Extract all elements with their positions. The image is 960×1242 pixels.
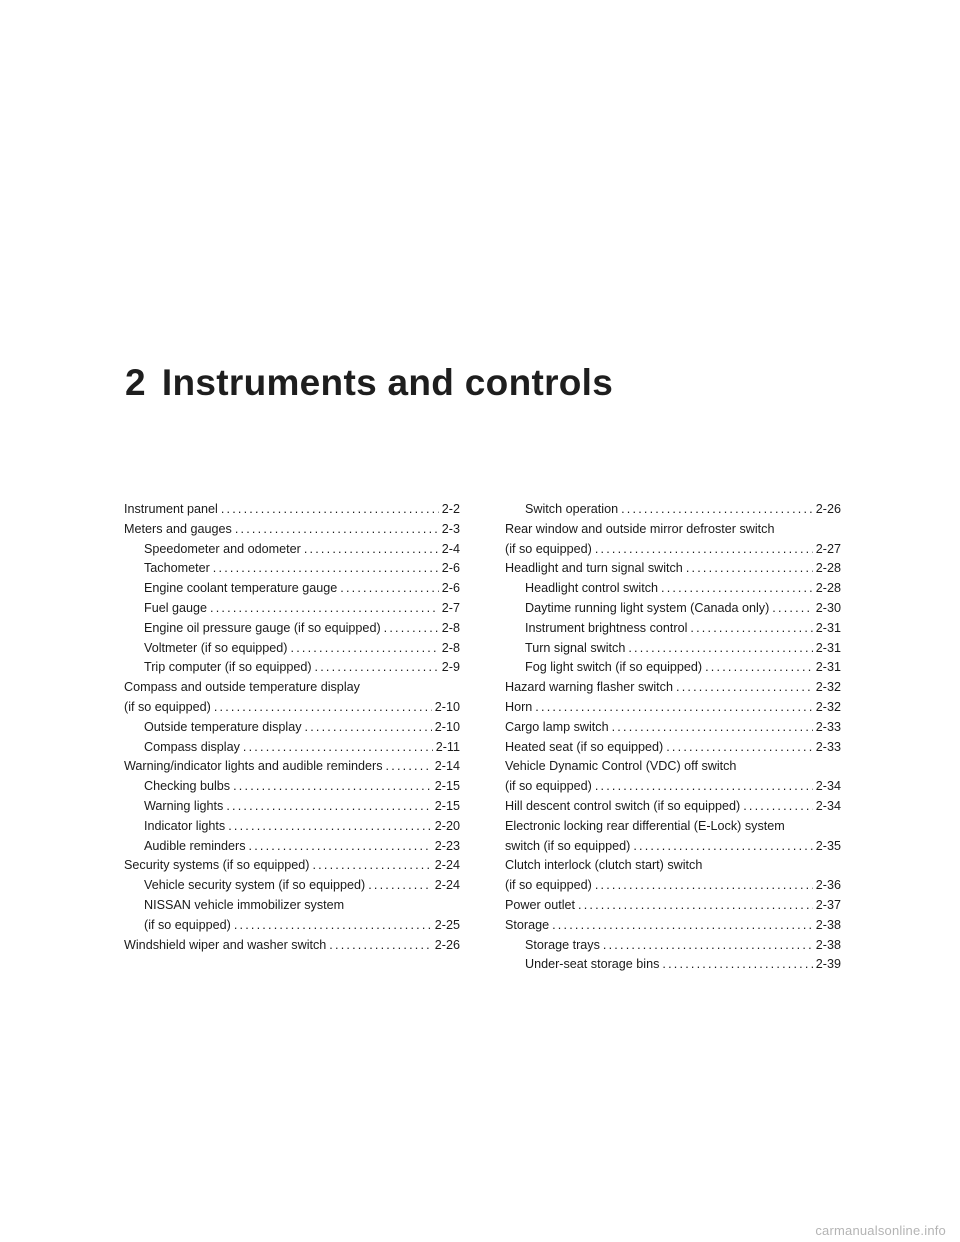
toc-entry-title: Hill descent control switch (if so equipped) — [505, 798, 741, 813]
dot-leader — [233, 777, 432, 797]
dot-leader — [666, 738, 813, 758]
toc-entry[interactable] — [505, 718, 841, 738]
chapter-title — [125, 362, 613, 404]
toc-entry-title: Horn — [505, 699, 533, 714]
toc-entry-page: 2-34 — [815, 779, 841, 794]
toc-entry-title: Storage trays — [525, 937, 600, 952]
toc-entry[interactable] — [124, 540, 460, 560]
dot-leader — [368, 876, 432, 896]
dot-leader — [705, 658, 813, 678]
toc-entry-title: Instrument brightness control — [525, 620, 688, 635]
toc-entry[interactable] — [124, 579, 460, 599]
toc-entry[interactable] — [124, 658, 460, 678]
toc-entry-page: 2-32 — [815, 680, 841, 695]
dot-leader — [315, 658, 439, 678]
toc-entry-title: Tachometer — [144, 561, 210, 576]
dot-leader — [226, 797, 431, 817]
toc-entry-page: 2-39 — [815, 957, 841, 972]
toc-entry-title: Daytime running light system (Canada only) — [525, 600, 770, 615]
toc-entry-title: (if so equipped) — [505, 779, 592, 794]
toc-entry-title-line: Clutch interlock (clutch start) switch — [505, 858, 703, 873]
toc-entry-page: 2-37 — [815, 897, 841, 912]
dot-leader — [535, 698, 812, 718]
toc-entry[interactable] — [505, 520, 841, 560]
toc-entry[interactable] — [124, 599, 460, 619]
toc-entry[interactable] — [505, 797, 841, 817]
toc-entry-page: 2-31 — [815, 660, 841, 675]
toc-entry[interactable] — [505, 678, 841, 698]
dot-leader — [662, 955, 812, 975]
toc-entry[interactable] — [505, 738, 841, 758]
toc-entry-title: Switch operation — [525, 502, 619, 516]
toc-entry[interactable] — [124, 896, 460, 936]
dot-leader — [661, 579, 813, 599]
toc-right-column — [505, 500, 841, 975]
toc-entry[interactable] — [505, 579, 841, 599]
toc-entry[interactable] — [505, 856, 841, 896]
dot-leader — [676, 678, 813, 698]
toc-entry[interactable] — [505, 955, 841, 975]
chapter-title-text: Instruments and controls — [161, 362, 614, 403]
toc-entry-page: 2-34 — [815, 798, 841, 813]
dot-leader — [228, 817, 432, 837]
toc-entry[interactable] — [505, 916, 841, 936]
toc-entry-page: 2-30 — [815, 600, 841, 615]
toc-entry[interactable] — [124, 777, 460, 797]
toc-entry[interactable] — [124, 500, 460, 520]
dot-leader — [213, 559, 439, 579]
toc-entry-title: Security systems (if so equipped) — [124, 858, 310, 873]
toc-entry-title: Compass display — [144, 739, 240, 754]
dot-leader — [595, 777, 813, 797]
dot-leader — [291, 639, 439, 659]
toc-entry-title: Trip computer (if so equipped) — [144, 660, 312, 675]
toc-entry-page: 2-8 — [441, 640, 460, 655]
toc-entry[interactable] — [124, 757, 460, 777]
toc-entry[interactable] — [505, 658, 841, 678]
dot-leader — [628, 639, 812, 659]
dot-leader — [386, 757, 432, 777]
toc-entry-title: Speedometer and odometer — [144, 541, 301, 556]
toc-entry-page: 2-8 — [441, 620, 460, 635]
toc-entry[interactable] — [124, 797, 460, 817]
dot-leader — [633, 837, 812, 857]
toc-entry-page: 2-11 — [435, 739, 460, 754]
toc-entry-page: 2-31 — [815, 620, 841, 635]
toc-entry[interactable] — [505, 599, 841, 619]
toc-entry-page: 2-33 — [815, 719, 841, 734]
toc-entry-title: switch (if so equipped) — [505, 838, 631, 853]
toc-entry[interactable] — [505, 936, 841, 956]
dot-leader — [384, 619, 439, 639]
chapter-number: 2 — [125, 362, 146, 403]
toc-entry-title-line: Electronic locking rear differential (E-Lock) system — [505, 818, 785, 833]
toc-entry-page: 2-38 — [815, 937, 841, 952]
toc-entry-page: 2-20 — [434, 818, 460, 833]
dot-leader — [595, 540, 813, 560]
toc-entry-title: Fog light switch (if so equipped) — [525, 660, 703, 675]
toc-entry[interactable] — [505, 698, 841, 718]
toc-entry-title: (if so equipped) — [505, 541, 592, 556]
toc-entry-page: 2-4 — [441, 541, 460, 556]
toc-entry-page: 2-2 — [441, 502, 460, 516]
toc-entry-title: Turn signal switch — [525, 640, 626, 655]
toc-entry-page: 2-3 — [441, 521, 460, 536]
toc-entry-title: Audible reminders — [144, 838, 246, 853]
toc-entry-page: 2-6 — [441, 581, 460, 596]
toc-entry-title-line: Compass and outside temperature display — [124, 680, 360, 695]
toc-entry-title: Under-seat storage bins — [525, 957, 660, 972]
toc-entry-page: 2-7 — [441, 600, 460, 615]
toc-entry[interactable] — [124, 678, 460, 718]
dot-leader — [312, 856, 431, 876]
toc-entry[interactable] — [124, 718, 460, 738]
dot-leader — [340, 579, 439, 599]
toc-entry-title: Heated seat (if so equipped) — [505, 739, 664, 754]
dot-leader — [612, 718, 813, 738]
toc-entry[interactable] — [124, 738, 460, 758]
toc-entry-page: 2-23 — [434, 838, 460, 853]
dot-leader — [235, 520, 439, 540]
dot-leader — [210, 599, 439, 619]
dot-leader — [221, 500, 439, 520]
dot-leader — [214, 698, 432, 718]
dot-leader — [329, 936, 431, 956]
toc-entry-page: 2-33 — [815, 739, 841, 754]
dot-leader — [249, 837, 432, 857]
toc-entry-page: 2-26 — [815, 502, 841, 516]
toc-entry-page: 2-10 — [434, 699, 460, 714]
toc-entry-title: Headlight control switch — [525, 581, 658, 596]
toc-entry-title: Fuel gauge — [144, 600, 208, 615]
toc-entry-page: 2-28 — [815, 581, 841, 596]
toc-entry-title: Headlight and turn signal switch — [505, 561, 683, 576]
toc-entry[interactable] — [124, 837, 460, 857]
toc-entry-page: 2-27 — [815, 541, 841, 556]
toc-entry-title: Outside temperature display — [144, 719, 302, 734]
toc-entry-page: 2-14 — [434, 759, 460, 774]
toc-entry-page: 2-9 — [441, 660, 460, 675]
toc-entry[interactable] — [505, 817, 841, 857]
toc-entry-page: 2-15 — [434, 779, 460, 794]
toc-entry[interactable] — [505, 757, 841, 797]
toc-entry-title: (if so equipped) — [144, 917, 231, 932]
toc-entry-page: 2-28 — [815, 561, 841, 576]
toc-entry-page: 2-26 — [434, 937, 460, 952]
toc-entry[interactable] — [505, 896, 841, 916]
toc-entry[interactable] — [124, 559, 460, 579]
dot-leader — [595, 876, 813, 896]
toc-entry-page: 2-25 — [434, 917, 460, 932]
toc-entry[interactable] — [505, 559, 841, 579]
toc-entry[interactable] — [505, 619, 841, 639]
toc-entry-title: (if so equipped) — [124, 699, 211, 714]
toc-entry-title: Instrument panel — [124, 502, 218, 516]
toc-entry-title: Engine coolant temperature gauge — [144, 581, 338, 596]
dot-leader — [243, 738, 433, 758]
toc-entry-title: Vehicle security system (if so equipped) — [144, 878, 366, 893]
toc-entry-title-line: Rear window and outside mirror defroster switch — [505, 521, 775, 536]
toc-entry-page: 2-35 — [815, 838, 841, 853]
toc-entry[interactable] — [124, 520, 460, 540]
toc-entry-page: 2-24 — [434, 858, 460, 873]
dot-leader — [690, 619, 812, 639]
toc-left-column — [124, 500, 460, 955]
toc-entry-page: 2-15 — [434, 798, 460, 813]
toc-entry-title: Cargo lamp switch — [505, 719, 609, 734]
toc-entry-title: Voltmeter (if so equipped) — [144, 640, 288, 655]
toc-entry-title: Power outlet — [505, 897, 576, 912]
dot-leader — [304, 540, 439, 560]
dot-leader — [603, 936, 813, 956]
toc-entry[interactable] — [505, 639, 841, 659]
dot-leader — [234, 916, 432, 936]
toc-entry-title: Checking bulbs — [144, 779, 231, 794]
toc-entry-page: 2-10 — [434, 719, 460, 734]
toc-entry-title: Hazard warning flasher switch — [505, 680, 673, 695]
toc-entry-page: 2-31 — [815, 640, 841, 655]
toc-entry-title: Warning lights — [144, 798, 224, 813]
dot-leader — [578, 896, 813, 916]
toc-entry[interactable] — [124, 619, 460, 639]
toc-entry-page: 2-32 — [815, 699, 841, 714]
toc-entry-title-line: Vehicle Dynamic Control (VDC) off switch — [505, 759, 737, 774]
toc-entry-title: Windshield wiper and washer switch — [124, 937, 327, 952]
toc-entry-page: 2-6 — [441, 561, 460, 576]
dot-leader — [621, 500, 813, 520]
dot-leader — [743, 797, 813, 817]
toc-entry[interactable] — [505, 500, 841, 520]
dot-leader — [552, 916, 813, 936]
toc-entry[interactable] — [124, 817, 460, 837]
toc-entry[interactable] — [124, 936, 460, 956]
toc-entry-title: Engine oil pressure gauge (if so equipped) — [144, 620, 381, 635]
watermark: carmanualsonline.info — [815, 1223, 946, 1238]
toc-entry[interactable] — [124, 639, 460, 659]
dot-leader — [305, 718, 432, 738]
toc-entry-title: Warning/indicator lights and audible reminders — [124, 759, 383, 774]
dot-leader — [772, 599, 812, 619]
toc-entry-page: 2-36 — [815, 878, 841, 893]
toc-entry-page: 2-38 — [815, 917, 841, 932]
toc-entry[interactable] — [124, 856, 460, 876]
toc-entry[interactable] — [124, 876, 460, 896]
toc-entry-title: Meters and gauges — [124, 521, 232, 536]
toc-entry-page: 2-24 — [434, 878, 460, 893]
toc-entry-title: (if so equipped) — [505, 878, 592, 893]
toc-entry-title-line: NISSAN vehicle immobilizer system — [144, 897, 345, 912]
dot-leader — [686, 559, 813, 579]
toc-entry-title: Indicator lights — [144, 818, 226, 833]
toc-entry-title: Storage — [505, 917, 550, 932]
